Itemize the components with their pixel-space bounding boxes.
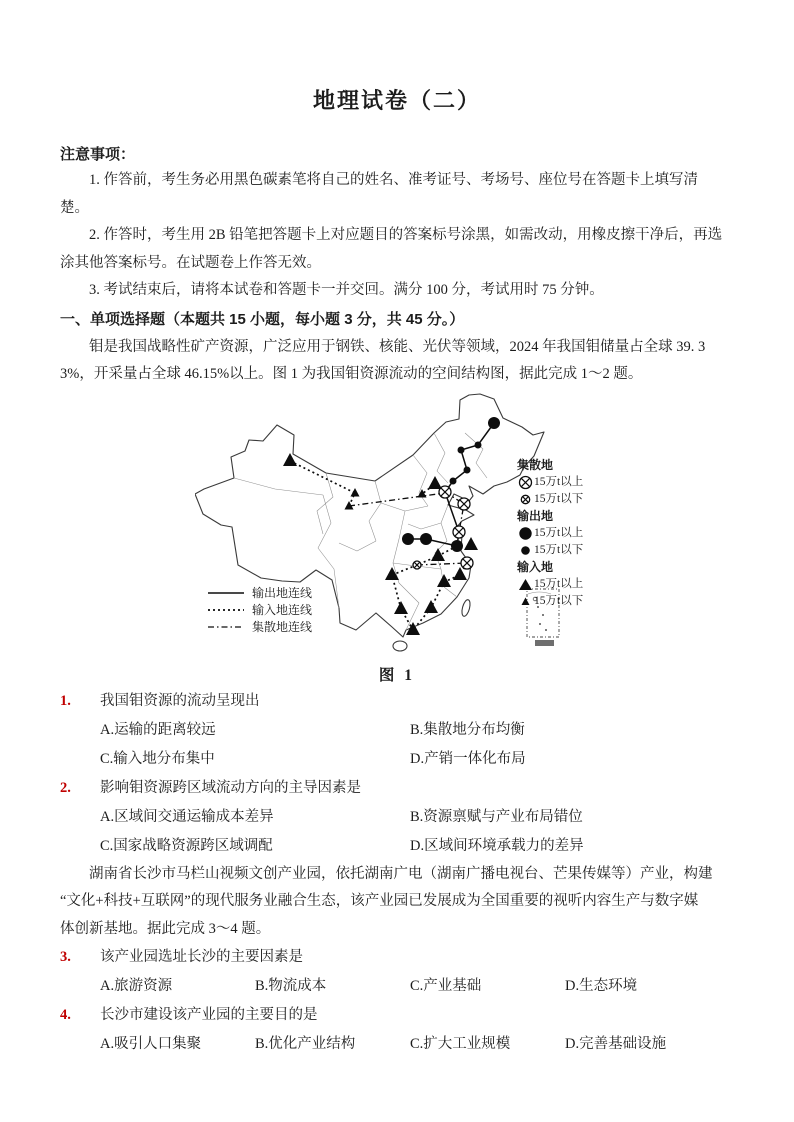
triangle-small-icon (517, 596, 534, 606)
legend-item-label: 15万t以上 (534, 577, 584, 590)
question-2 (60, 774, 734, 861)
legend-group-title: 集散地 (517, 457, 554, 472)
map-figure (60, 393, 734, 665)
option: A.吸引人口集聚 (100, 1036, 202, 1052)
legend-item-label: 15万t以下 (534, 492, 584, 505)
option: B.优化产业结构 (255, 1036, 356, 1052)
notice-line: 3. 考试结束后，请将本试卷和答题卡一并交回。满分 100 分，考试用时 75 分钟。 (89, 282, 604, 298)
intro-paragraph-2 (60, 861, 734, 944)
question-number: 4. (60, 1007, 71, 1023)
notice-line: 涂其他答案标号。在试题卷上作答无效。 (60, 254, 321, 271)
question-1 (60, 687, 734, 774)
line-legend-label: 输入地连线 (252, 602, 313, 617)
legend-item (517, 474, 583, 491)
option: B.集散地分布均衡 (410, 721, 525, 738)
output-flow-lines (408, 423, 494, 546)
legend-group-title: 输出地 (517, 508, 554, 523)
option: D.区域间环境承载力的差异 (410, 837, 584, 854)
question-text: 影响钼资源跨区域流动方向的主导因素是 (100, 779, 361, 796)
question-text: 我国钼资源的流动呈现出 (100, 692, 260, 709)
taiwan-island (460, 598, 471, 616)
filled-circle-small-icon (517, 545, 534, 556)
line-legend-item (207, 602, 312, 619)
notice-header: 注意事项： (60, 146, 136, 163)
legend-item (517, 525, 583, 542)
legend-item-label: 15万t以下 (534, 594, 584, 607)
inset-scale-mark (535, 640, 554, 646)
filled-circle-large-icon (517, 526, 534, 541)
option: B.物流成本 (255, 978, 327, 994)
intro-line: 体创新基地。据此完成 3～4 题。 (60, 920, 271, 937)
question-text: 长沙市建设该产业园的主要目的是 (100, 1007, 318, 1023)
option: C.国家战略资源跨区域调配 (100, 837, 273, 854)
intro-line: 湖南省长沙市马栏山视频文创产业园，依托湖南广电（湖南广播电视台、芒果传媒等）产业，构建 (89, 865, 713, 882)
notice-line: 1. 作答前，考生务必用黑色碳素笔将自己的姓名、准考证号、考场号、座位号在答题卡上填写清 (89, 172, 698, 188)
option: D.生态环境 (565, 978, 638, 994)
figure-caption: 图 1 (378, 666, 416, 684)
line-legend-item (207, 619, 312, 636)
solid-line-icon (207, 590, 245, 596)
page-title: 地理试卷（二） (312, 88, 481, 113)
intro-paragraph-1 (60, 334, 734, 389)
legend-item (517, 542, 583, 559)
question-text: 该产业园选址长沙的主要因素是 (100, 949, 303, 965)
legend-item-label: 15万t以上 (534, 526, 584, 539)
option: A.运输的距离较远 (100, 721, 216, 738)
option: D.完善基础设施 (565, 1036, 667, 1052)
notice-item-1 (60, 167, 734, 222)
question-number: 1. (60, 692, 71, 709)
question-3 (60, 943, 734, 1001)
question-4 (60, 1001, 734, 1059)
notice-line: 楚。 (60, 199, 89, 216)
question-number: 3. (60, 949, 71, 965)
option: C.产业基础 (410, 978, 482, 994)
option: C.扩大工业规模 (410, 1036, 511, 1052)
hainan-island (393, 641, 407, 651)
option: C.输入地分布集中 (100, 750, 215, 767)
option: D.产销一体化布局 (410, 750, 526, 767)
notice-item-2 (60, 222, 734, 277)
dotted-line-icon (207, 607, 245, 613)
notice-item-3 (60, 277, 734, 305)
section-header: 一、单项选择题（本题共 15 小题，每小题 3 分，共 45 分。） (60, 310, 465, 328)
intro-line: 钼是我国战略性矿产资源，广泛应用于钢铁、核能、光伏等领域，2024 年我国钼储量占全球 39. 3 (89, 338, 706, 355)
circle-x-large-icon (517, 475, 534, 490)
triangle-large-icon (517, 578, 534, 591)
legend-item (517, 593, 583, 610)
hub-site-symbols (413, 486, 473, 569)
circle-x-small-icon (517, 494, 534, 505)
option: A.区域间交通运输成本差异 (100, 808, 274, 825)
line-legend-item (207, 585, 312, 602)
legend-item (517, 491, 583, 508)
legend-item-label: 15万t以下 (534, 543, 584, 556)
line-legend (207, 585, 312, 636)
legend-group-title: 输入地 (517, 559, 554, 574)
intro-line: 3%，开采量占全球 46.15%以上。图 1 为我国钼资源流动的空间结构图，据此完成 1～2 题。 (60, 366, 643, 382)
legend-item (517, 576, 583, 593)
dash-dot-line-icon (207, 624, 245, 630)
legend-item-label: 15万t以上 (534, 475, 584, 488)
option: B.资源禀赋与产业布局错位 (410, 808, 583, 825)
line-legend-label: 集散地连线 (252, 619, 313, 634)
intro-line: “文化+科技+互联网”的现代服务业融合生态，该产业园已发展成为全国重要的视听内容生产与数字媒 (60, 893, 699, 909)
line-legend-label: 输出地连线 (252, 585, 313, 600)
option: A.旅游资源 (100, 978, 173, 994)
notice-line: 2. 作答时，考生用 2B 铅笔把答题卡上对应题目的答案标号涂黑，如需改动，用橡皮擦干净后，再选 (89, 227, 723, 243)
question-number: 2. (60, 779, 71, 796)
map-legend (517, 457, 583, 610)
